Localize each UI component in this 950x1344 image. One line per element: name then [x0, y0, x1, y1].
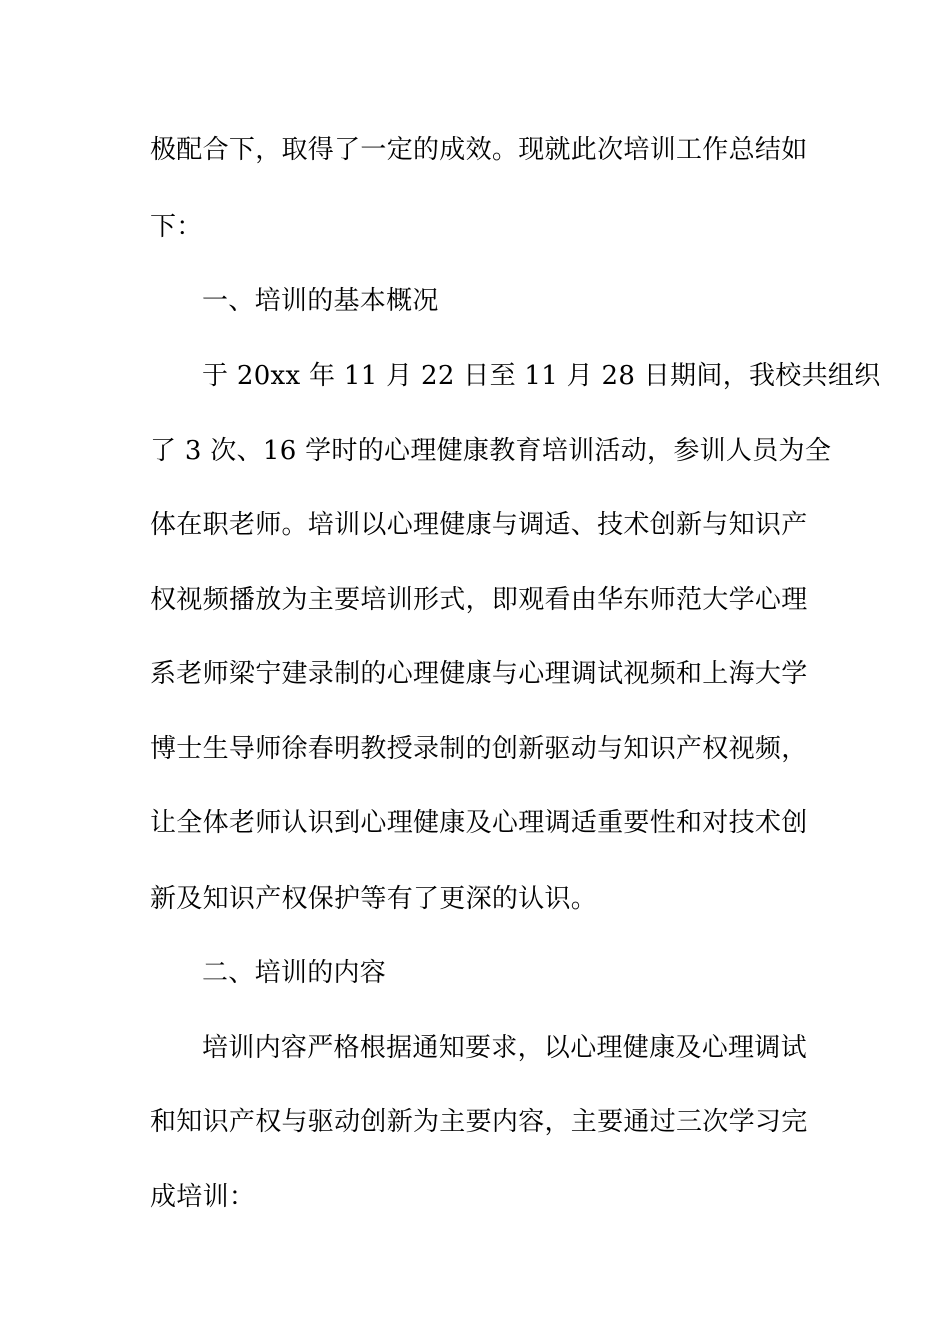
paragraph-line: 系老师梁宁建录制的心理健康与心理调试视频和上海大学 [150, 659, 808, 689]
paragraph-line: 权视频播放为主要培训形式，即观看由华东师范大学心理 [150, 585, 808, 615]
paragraph-line: 培训内容严格根据通知要求，以心理健康及心理调试 [202, 1033, 807, 1063]
section-heading-content: 二、培训的内容 [202, 958, 387, 988]
paragraph-line: 极配合下，取得了一定的成效。现就此次培训工作总结如 [150, 135, 808, 165]
paragraph-line: 和知识产权与驱动创新为主要内容，主要通过三次学习完 [150, 1107, 808, 1137]
paragraph-line: 成培训： [150, 1182, 256, 1212]
paragraph-line: 了 3 次、16 学时的心理健康教育培训活动，参训人员为全 [150, 436, 832, 466]
paragraph-line: 让全体老师认识到心理健康及心理调适重要性和对技术创 [150, 808, 808, 838]
paragraph-line: 下： [150, 212, 203, 242]
paragraph-line: 于 20xx 年 11 月 22 日至 11 月 28 日期间，我校共组织 [202, 361, 881, 391]
paragraph-line: 博士生导师徐春明教授录制的创新驱动与知识产权视频， [150, 734, 808, 764]
section-heading-overview: 一、培训的基本概况 [202, 286, 439, 316]
paragraph-line: 体在职老师。培训以心理健康与调适、技术创新与知识产 [150, 510, 808, 540]
paragraph-line: 新及知识产权保护等有了更深的认识。 [150, 884, 598, 914]
